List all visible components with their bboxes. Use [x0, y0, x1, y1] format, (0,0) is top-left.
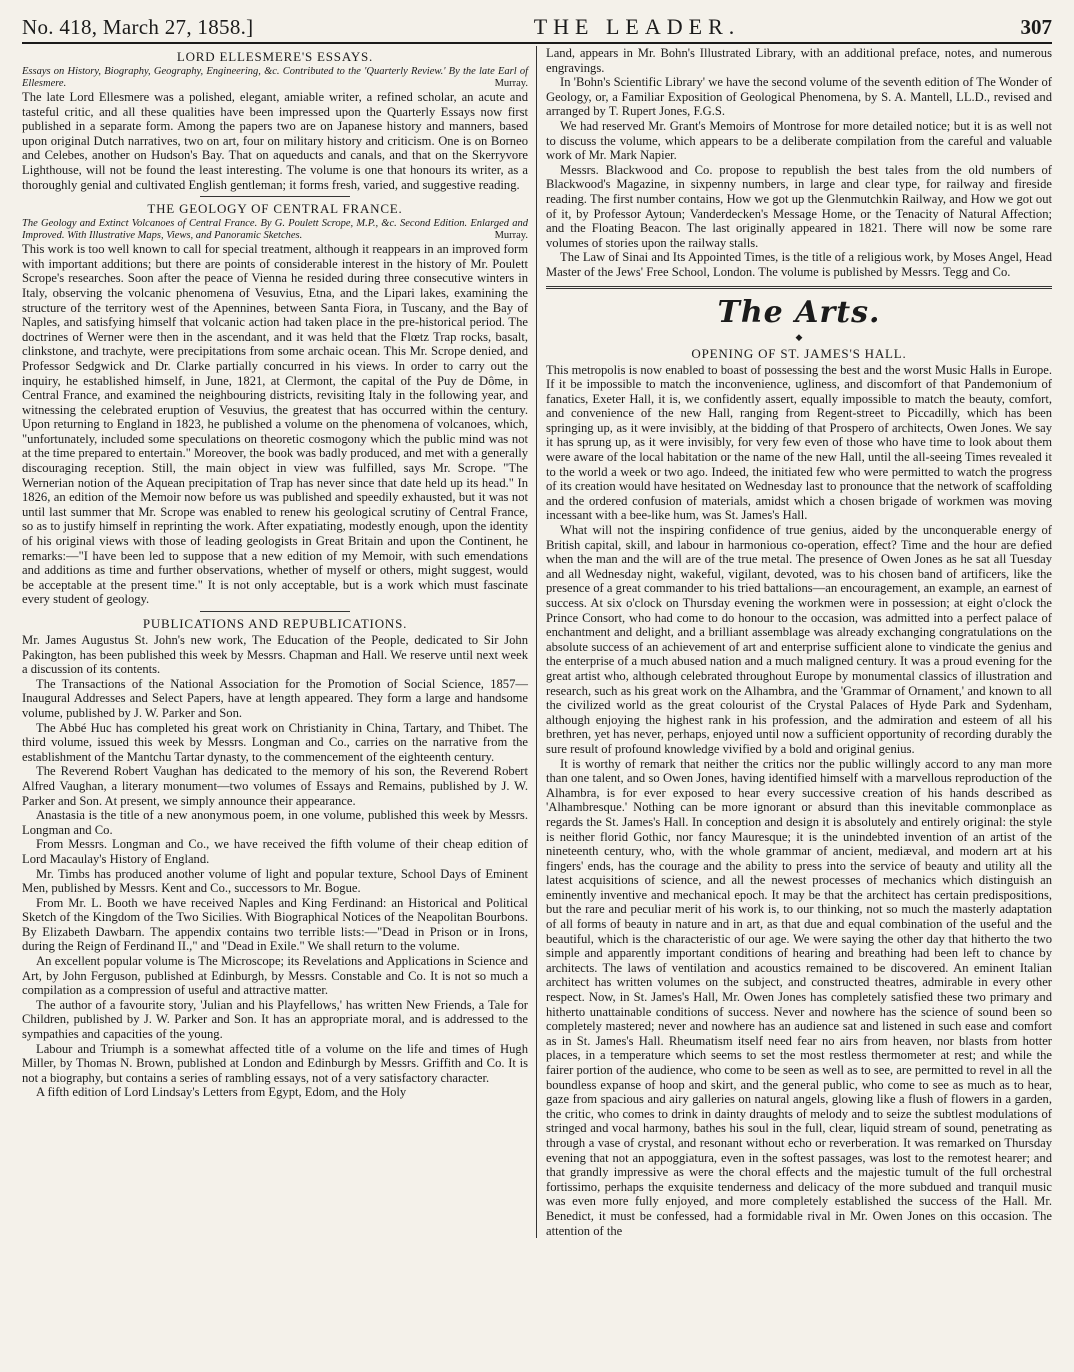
paragraph: Anastasia is the title of a new anonymous poem, in one volume, published this week by Messrs. Longman and Co. — [22, 808, 528, 837]
paragraph: The late Lord Ellesmere was a polished, elegant, amiable writer, a refined scholar, an acute and tasteful critic, and all these qualities have been impressed upon the Quarterly Essays now first published in a separate form. Among the papers two are on Japanese history and manners, based upon original Dutch narratives, two on art, four on military history and criticism. One is on Borneo and Celebes, another on Hudson's Bay. That on aqueducts and canals, and that on the Skerryvore Lighthouse, will not be found the least interesting. The volume is one that honours its writer, as a thoroughly genial and cultivated English gentleman; it forms fresh, varied, and suggestive reading. — [22, 90, 528, 192]
paragraph: This metropolis is now enabled to boast of possessing the best and the worst Music Halls in Europe. If it be impossible to match the inconvenience, ugliness, and discomfort of that Pandemonium of fanatics, Exeter Hall, it is, we confidently assert, equally impossible to match the beauty, comfort, and convenience of the new Hall, ranging from Regent-street to Piccadilly, which has been springing up, as it were invisibly, at the bidding of that Prospero of architects, Owen Jones. We say it has sprung up, as it were invisibly, for very few even of those who have time to look about them were aware of the local habitation or the name of the new Hall, until the all-seeing Times revealed it to the world a week or two ago. Indeed, the initiated few who were permitted to watch the progress of its creation would have hesitated on Wednesday last to pronounce that the network of scaffolding and the ordered confusion of materials, amidst which a chosen brigade of workmen was moving incessant with a bee-like hum, was St. James's Hall. — [546, 362, 1052, 523]
paragraph: A fifth edition of Lord Lindsay's Letters from Egypt, Edom, and the Holy — [36, 1085, 407, 1100]
page-number: 307 — [1020, 15, 1052, 39]
book-citation — [22, 66, 528, 90]
citation-publisher: Murray. — [494, 78, 528, 89]
paragraph: This work is too well known to call for special treatment, although it reappears in an improved form with important additions; but there are points of considerable interest in the history of Mr. Poulett Scrope's researches. Soon after the peace of Vienna he resided during three consecutive winters in Italy, observing the volcanic phenomena of Vesuvius, Etna, and the Lipari lakes, examining the structure of the territory west of the Apennines, between Santa Fiora, in Tuscany, and the Bay of Naples, and satisfying himself that volcanic action had taken place in the pre-historical period. The doctrines of Werner were then in the ascendant, and it was held that the Flœtz Trap rocks, basalt, clinkstone, and trachyte, were precipitations from some archaic ocean. This Mr. Scrope denied, and Professor Sedgwick and Dr. Clarke partially concurred in his views. In order to carry out the inquiry, he established himself, in June, 1821, at Clermont, the capital of the Puy de Dôme, in Central France, and examined the neighbouring districts, revisiting Italy in the following year, and witnessing the celebrated eruption of Vesuvius, the greatest that has occurred within the century. Upon returning to England in 1823, he published a volume on the phenomena of volcanoes, which, "unfortunately, included some speculations on theoretic cosmogony which the public mind was not at the time prepared to entertain." Moreover, the book was badly produced, and met with a generally discouraging reception. Still, the main object in view was fulfilled, says Mr. Scrope. "The Wernerian notion of the Aquean precipitation of Trap has never since that date held up its head." In 1826, an edition of the Memoir now before us was published and speedily exhausted, but it was not until last summer that Mr. Scrope was enabled to renew his geological scrutiny of Central France, so as to justify himself in reprinting the work. After expatiating, modestly enough, upon the identity of his original views with those of leading geologists in Great Britain and upon the Continent, he remarks:—"I have been led to suppose that a new edition of my Memoir, with such emendations and additions as time and further observations, whether of myself or others, might suggest, would be acceptable at the present time." It is not only acceptable, but is a work which must fascinate every student of geology. — [22, 242, 528, 607]
book-citation — [22, 218, 528, 242]
article-title: THE GEOLOGY OF CENTRAL FRANCE. — [147, 201, 403, 217]
paragraph: Mr. James Augustus St. John's new work, The Education of the People, dedicated to Sir John Pakington, has been published this week by Messrs. Chapman and Hall. We reserve until next week a discussion of its contents. — [22, 633, 528, 677]
paragraph: Land, appears in Mr. Bohn's Illustrated Library, with an additional preface, notes, and numerous engravings. — [546, 46, 1052, 75]
masthead: THE LEADER. — [533, 14, 741, 39]
article-title: OPENING OF ST. JAMES'S HALL. — [691, 345, 907, 361]
section-divider — [546, 286, 1052, 289]
paragraph: In 'Bohn's Scientific Library' we have the second volume of the seventh edition of The Wonder of Geology, or, a Familiar Exposition of Geological Phenomena, by S. A. Mantell, LL.D., revised and arranged by T. Rupert Jones, F.G.S. — [546, 75, 1052, 119]
paragraph: We had reserved Mr. Grant's Memoirs of Montrose for more detailed notice; but it is as well not to discuss the volume, which appears to be a deliberate compilation from the careful and valuable work of Mr. Mark Napier. — [546, 118, 1052, 163]
left-column — [22, 46, 537, 1238]
paragraph: An excellent popular volume is The Microscope; its Revelations and Applications in Science and Art, by John Ferguson, published at Edinburgh, by Messrs. Constable and Co. It is not so much a compilation as a compression of useful and attractive matter. — [22, 954, 528, 998]
paragraph: The Reverend Robert Vaughan has dedicated to the memory of his son, the Reverend Robert Alfred Vaughan, a literary monument—two volumes of Essays and Remains, published by J. W. Parker and Son. At present, we simply announce their appearance. — [22, 764, 528, 808]
page-header — [22, 6, 1052, 44]
paragraph: Labour and Triumph is a somewhat affected title of a volume on the life and times of Hugh Miller, by Thomas N. Brown, published at London and Edinburgh by Messrs. Griffith and Co. It is not a biography, but contains a series of rambling essays, not of a very satisfactory character. — [22, 1041, 528, 1085]
paragraph: The Transactions of the National Association for the Promotion of Social Science, 1857—Inaugural Addresses and Select Papers, have at length appeared. They form a large and handsome volume, published by J. W. Parker and Son. — [22, 676, 528, 720]
paragraph: Messrs. Blackwood and Co. propose to republish the best tales from the old numbers of Blackwood's Magazine, in sixpenny numbers, in large and clear type, for railway and fireside reading. The first number contains, How we got up the Glenmutchkin Railway, and How we got out of it, by Professor Aytoun; Vanderdecken's Message Home, or the Tenacity of Natural Affection; and the Floating Beacon. The last originally appeared in 1821. There will now be some rare volumes of stories upon the railway stalls. — [546, 162, 1052, 250]
divider — [200, 611, 350, 612]
citation-publisher: Murray. — [494, 230, 528, 242]
paragraph: The Abbé Huc has completed his great work on Christianity in China, Tartary, and Thibet. The third volume, issued this week by Messrs. Longman and Co., carries on the narrative from the establishment of the Mantchu Tartar dynasty, to the commencement of the eighteenth century. — [22, 720, 528, 764]
article-title: LORD ELLESMERE'S ESSAYS. — [176, 49, 374, 64]
section-title: The Arts. — [717, 294, 881, 330]
paragraph: What will not the inspiring confidence of true genius, aided by the unconquerable energy of British capital, skill, and labour in harmonious co-operation, effect? Time and the hour are defied when the man and the will are of the true metal. The presence of Owen Jones as he sat all Tuesday and all Wednesday night, wakeful, vigilant, devoted, was to his chosen band of artificers, like the presence of a great commander to his tried battalions—an encouragement, an example, an earnest of success. At six o'clock on Thursday evening the workmen were in possession; at eight o'clock the Prince Consort, who had come to do honour to the occasion, was admitted into a perfect palace of enchantment and delight, and a brilliant assemblage was already exchanging congratulations on the absolute success of an achievement of art and enterprise sufficient alone to vindicate the genius and the enterprise of a much abused nation and a much maligned century. It was a proud evening for the great artist who, although celebrated throughout Europe by monumental classics of illustration and research, such as his great work on the Alhambra, and the 'Grammar of Ornament,' and known to all the civilized world as the great colourist of the Crystal Palaces of Hyde Park and Sydenham, although enjoying the highest rank in his profession, and the admiration and esteem of all his brethren, yet has never, perhaps, enjoyed until now a sufficient opportunity of recording durably the sure result of profound knowledge vivified by a bold and original genius. — [546, 523, 1052, 756]
paragraph: From Messrs. Longman and Co., we have received the fifth volume of their cheap edition of Lord Macaulay's History of England. — [22, 837, 528, 866]
right-column — [537, 46, 1052, 1238]
paragraph: Mr. Timbs has produced another volume of light and popular texture, School Days of Eminent Men, published by Messrs. Kent and Co., successors to Mr. Bogue. — [22, 866, 528, 896]
columns — [22, 46, 1052, 1238]
ornament-icon: ◆ — [795, 331, 803, 342]
paragraph: The author of a favourite story, 'Julian and his Playfellows,' has written New Friends, a Tale for Children, published by J. W. Parker and Son. It has an appropriate moral, and is addressed to the sympathies and capacities of the young. — [22, 997, 528, 1042]
divider — [200, 196, 350, 197]
article-title: PUBLICATIONS AND REPUBLICATIONS. — [142, 616, 408, 631]
issue-line: No. 418, March 27, 1858.] — [22, 15, 254, 39]
citation-text: The Geology and Extinct Volcanoes of Central France. By G. Poulett Scrope, M.P., &c. Second Edition. Enlarged and Improved. With Illustrative Maps, Views, and Panoramic Sketches. — [22, 218, 528, 242]
paragraph: The Law of Sinai and Its Appointed Times, is the title of a religious work, by Moses Angel, Head Master of the Jews' Free School, London. The volume is published by Messrs. Tegg and Co. — [546, 250, 1052, 279]
paragraph: It is worthy of remark that neither the critics nor the public willingly accord to any man more than one talent, and so Owen Jones, having identified himself with a marvellous reproduction of the Alhambra, is for ever exposed to hear every successive creation of his hands described as 'Alhambresque.' Nothing can be more ignorant or absurd than this inevitable commonplace as regards the St. James's Hall. In conception and design it is absolutely and entirely original: the style is neither florid Gothic, nor fancy Mauresque; it is the unindebted invention of an artist of the nineteenth century, who, with the whole grammar of ancient, mediæval, and modern art at his fingers' ends, has the courage and the ability to press into the service of beauty and utility all the latest acquisitions of science, and all the newest processes of mechanics which distinguish an eminently inventive and mechanical epoch. It may be that the architect has certain predispositions, but the rare and peculiar merit of his work is, to our thinking, not so much the masterly adaptation of all forms of beauty in nature and in art, as that due and equal combination of the useful and the beautiful, which is the characteristic of our age. We were saying the other day that hitherto the two simple and apparently important conditions of hearing and breathing had been left to chance by architects. The laws of ventilation and acoustics remained to be discovered. An eminent Italian architect has written volumes on the subject, and constructed theatres, admirable in every other respect. Now, in St. James's Hall, Mr. Owen Jones has completely satisfied these two primary and hitherto unattainable conditions of success. Never and nowhere has the science of sound been so completely mastered; never and nowhere has an audience sat and listened in such ease and comfort as in St. James's Hall. Rheumatism itself need fear no airs from heaven, nor blasts from hotter places, in a temperature which seems to set the most restless thermometer at rest; and while the fairer portion of the audience, who come to be seen as well as to see, are permitted to revel in all the boundless expanse of hoop and skirt, and the general public, who come to see as much as to hear, gaze from spacious and airy galleries on natural angels, glowing like a flush of flowers in a garden, the critic, who comes to drink in dainty draughts of melody and to seize the subtlest modulations of stringed and vocal harmony, bathes his soul in the full, clear, liquid stream of sound, penetrating as through a vase of crystal, and resonant without echo or reverberation. It was remarked on Thursday evening that not an appoggiatura, even in the softest passages, was lost to the remotest hearer; and that grandly impressive as were the choral effects and the majestic tumult of the full orchestral fortissimo, perhaps the exquisite tenderness and delicacy of the more subdued and tranquil music was even more fully enjoyed, and more completely established the success of the Hall. Mr. Benedict, it must be confessed, had a formidable rival in Mr. Owen Jones on this occasion. The attention of the — [546, 756, 1052, 1238]
paragraph: From Mr. L. Booth we have received Naples and King Ferdinand: an Historical and Political Sketch of the Kingdom of the Two Sicilies. With Biographical Notices of the Neapolitan Bourbons. By Elizabeth Dawbarn. The appendix contains two terrible lists:—"Dead in Prison or in Irons, during the Reign of Ferdinand II.," and "Dead in Exile." We shall return to the volume. — [22, 895, 528, 954]
citation-text: Essays on History, Biography, Geography, Engineering, &c. Contributed to the 'Quarterly Review.' By the late Earl of Ellesmere. — [22, 66, 528, 89]
